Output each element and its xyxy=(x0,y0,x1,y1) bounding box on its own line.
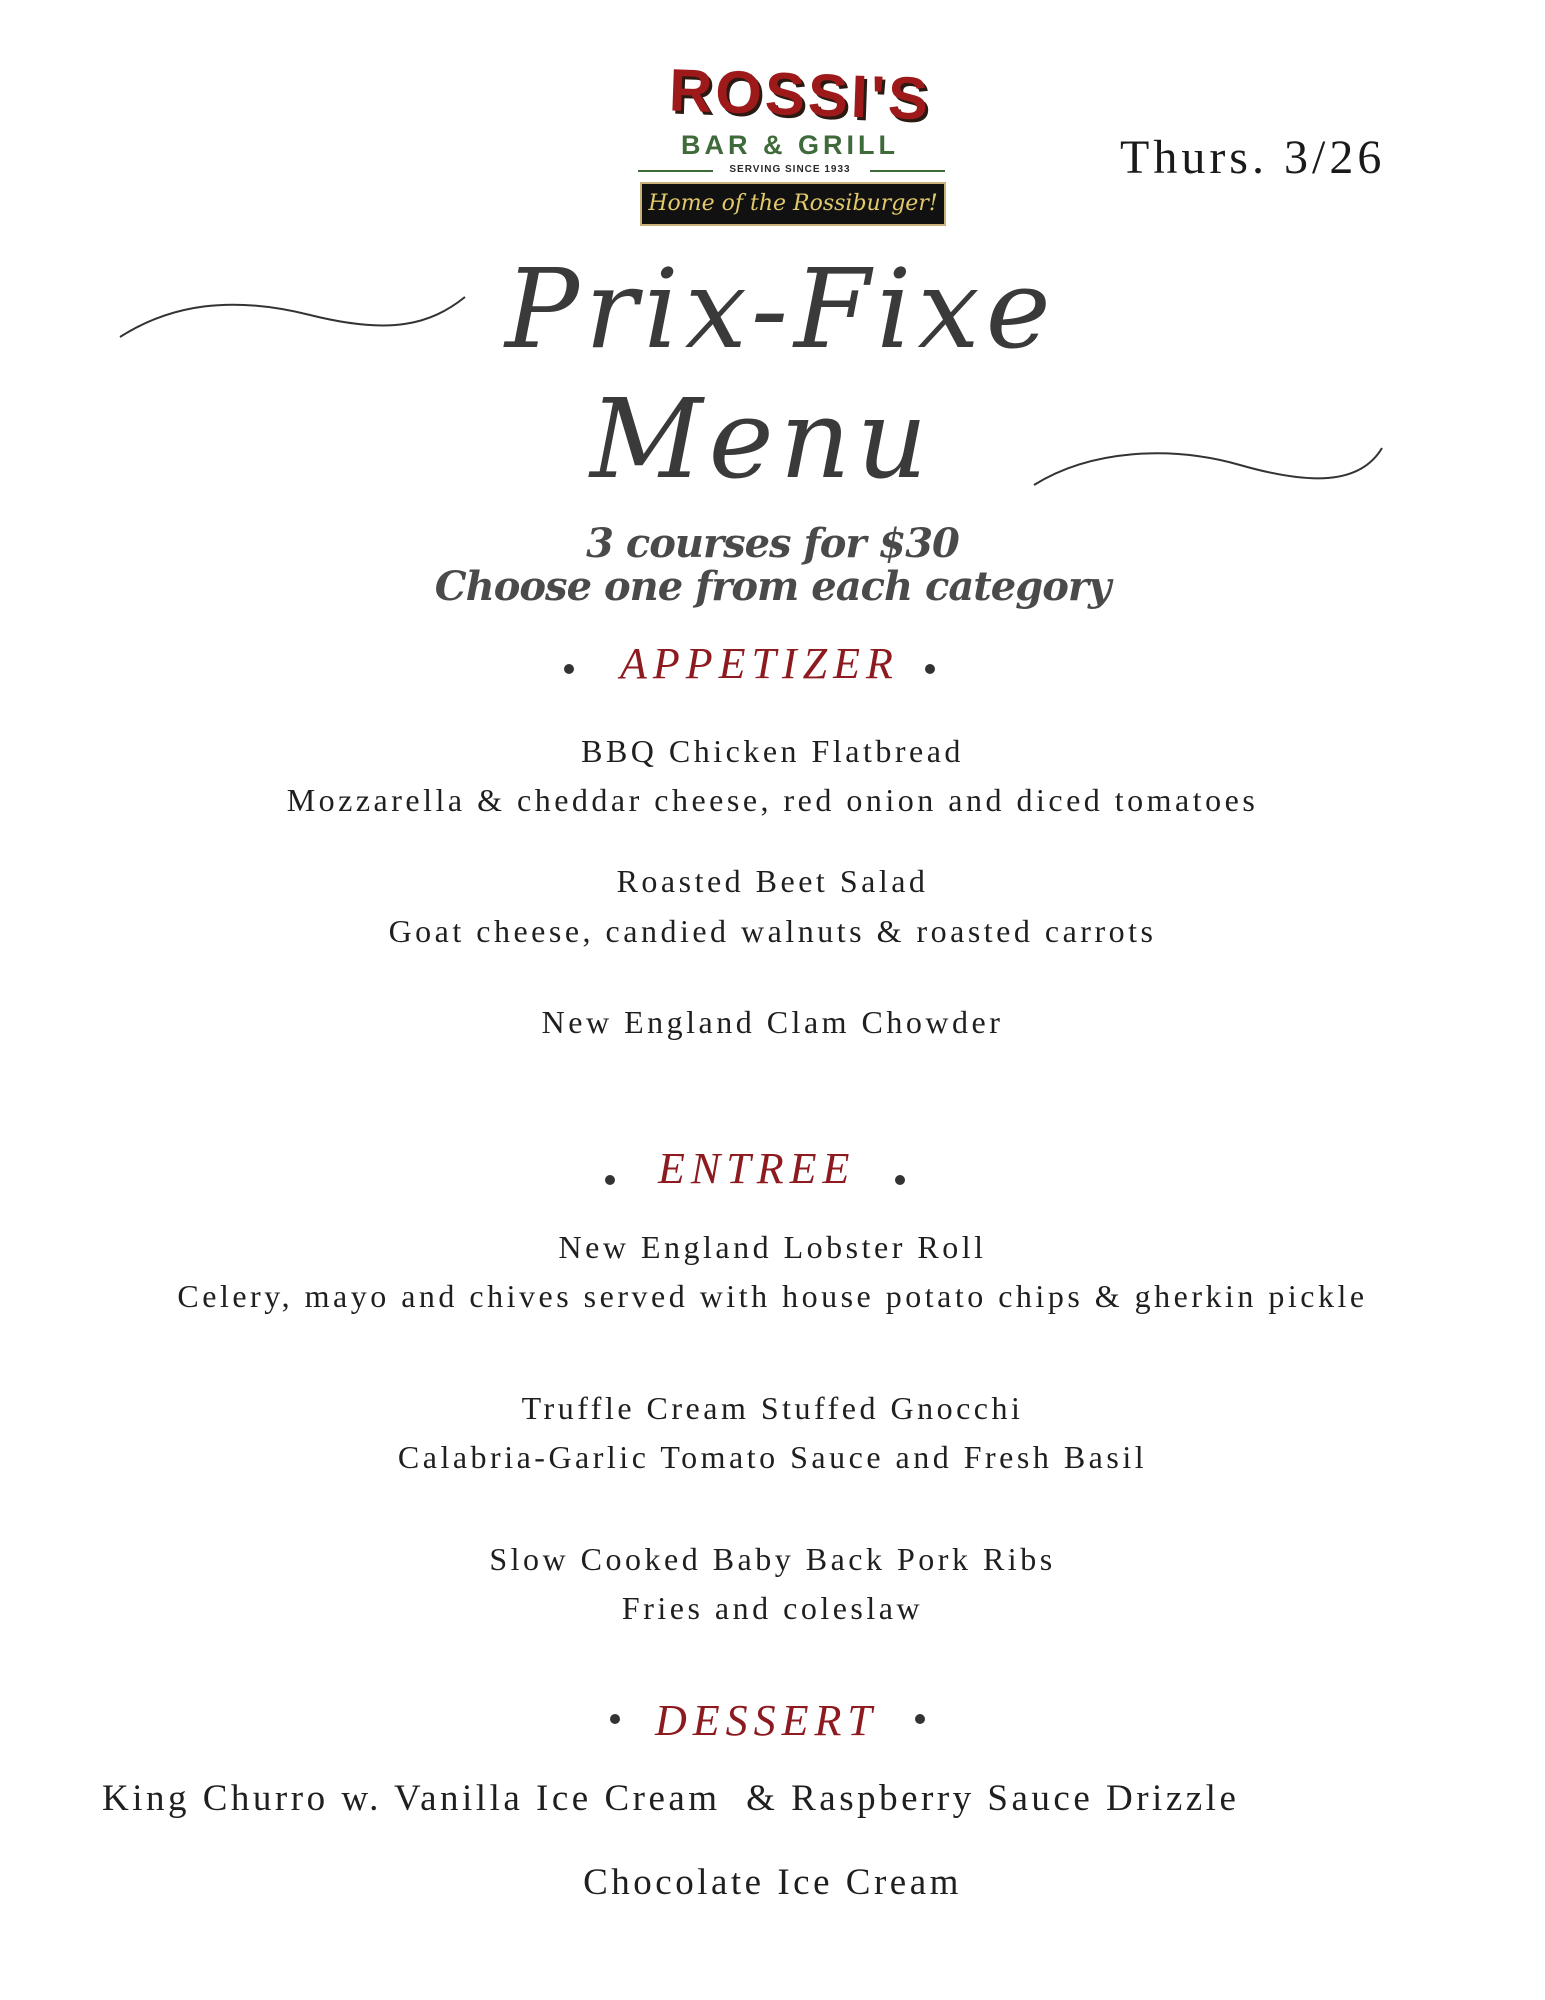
logo-subtitle: BAR & GRILL xyxy=(681,130,899,160)
left-swash-ornament xyxy=(110,285,480,345)
menu-item-name: New England Lobster Roll xyxy=(558,1229,987,1265)
menu-date: Thurs. 3/26 xyxy=(1120,131,1386,184)
bullet-dot xyxy=(895,1175,905,1185)
menu-item-name: Chocolate Ice Cream xyxy=(583,1862,962,1903)
title-line-2: Menu xyxy=(590,375,934,503)
bullet-dot xyxy=(915,1714,925,1724)
bullet-dot xyxy=(925,664,935,674)
menu-item-name: New England Clam Chowder xyxy=(541,1004,1004,1040)
section-heading-entree: ENTREE xyxy=(658,1144,856,1193)
bullet-dot xyxy=(605,1175,615,1185)
logo-slogan-banner: Home of the Rossiburger! xyxy=(640,182,946,226)
title-line-1: Prix-Fixe xyxy=(505,245,1057,373)
menu-item-name: BBQ Chicken Flatbread xyxy=(581,733,964,769)
menu-item-name: King Churro w. Vanilla Ice Cream & Raspberry Sauce Drizzle xyxy=(102,1778,1240,1819)
logo-name: ROSSI'S xyxy=(667,56,933,133)
bullet-dot xyxy=(610,1714,620,1724)
right-swash-ornament xyxy=(1030,430,1390,500)
bullet-dot xyxy=(564,664,574,674)
tagline-price: 3 courses for $30 xyxy=(586,520,959,567)
tagline-instruction: Choose one from each category xyxy=(434,563,1111,610)
menu-item-name: Slow Cooked Baby Back Pork Ribs xyxy=(489,1541,1056,1577)
section-heading-dessert: DESSERT xyxy=(655,1696,878,1745)
menu-item-name: Roasted Beet Salad xyxy=(616,863,929,899)
menu-item-name: Truffle Cream Stuffed Gnocchi xyxy=(521,1390,1024,1426)
menu-item-description: Fries and coleslaw xyxy=(621,1590,924,1626)
logo-since: SERVING SINCE 1933 xyxy=(729,164,851,175)
section-heading-appetizer: APPETIZER xyxy=(620,639,899,688)
menu-item-description: Calabria-Garlic Tomato Sauce and Fresh Basil xyxy=(397,1439,1148,1475)
menu-item-description: Celery, mayo and chives served with house potato chips & gherkin pickle xyxy=(177,1278,1368,1314)
restaurant-logo xyxy=(620,56,980,240)
menu-item-description: Mozzarella & cheddar cheese, red onion and diced tomatoes xyxy=(286,782,1259,818)
menu-item-description: Goat cheese, candied walnuts & roasted carrots xyxy=(388,913,1157,949)
